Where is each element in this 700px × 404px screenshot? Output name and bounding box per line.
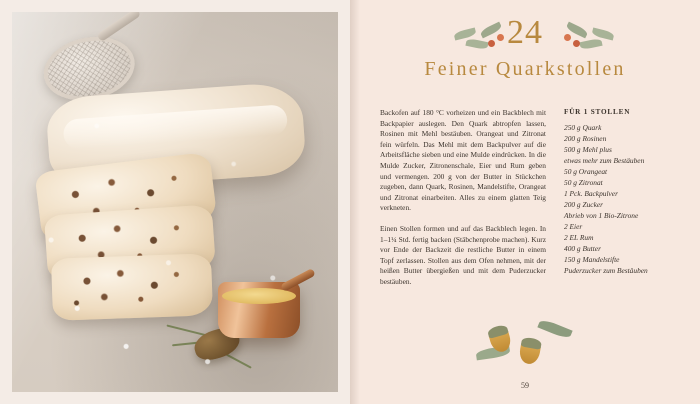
ingredient-item: Puderzucker zum Bestäuben	[564, 266, 648, 275]
method-paragraph: Backofen auf 180 °C vorheizen und ein Backblech mit Backpapier auslegen. Den Quark abtropfen lassen, Rosinen mit Mehl bestäuben. Orangeat und Zitronat fein würfeln. Das Mehl mit dem Backpulver auf die Arbeitsfläche sieben und eine Mulde eindrücken. In die Mulde Zucker, Zitronenschale, Eier und Rum geben und vermengen. 200 g von der Butter in Stückchen zugeben, dann Quark, Rosinen, Mandelstifte, Orangeat und Zitronat einarbeiten. Alles zu einem glatten Teig verkneten.	[380, 108, 546, 213]
ingredient-item: Abrieb von 1 Bio-Zitrone	[564, 211, 639, 220]
chapter-number: 24	[507, 14, 543, 51]
ingredient-item: 150 g Mandelstifte	[564, 255, 620, 264]
ingredient-item: 250 g Quark	[564, 123, 602, 132]
acorn-ornament	[476, 320, 576, 376]
recipe-photo	[12, 12, 338, 392]
method-column	[380, 108, 546, 298]
ingredient-item: 50 g Zitronat	[564, 178, 603, 187]
ingredient-item: 2 EL Rum	[564, 233, 594, 242]
acorn-icon	[518, 336, 542, 365]
ingredient-item: 50 g Orangeat	[564, 167, 608, 176]
ingredient-item: 1 Pck. Backpulver	[564, 189, 618, 198]
ingredients-column	[564, 108, 676, 298]
ingredient-item: 500 g Mehl plus	[564, 145, 612, 154]
acorn-leaf-icon	[537, 318, 572, 340]
ingredient-item: 200 g Rosinen	[564, 134, 607, 143]
ingredient-item: etwas mehr zum Bestäuben	[564, 156, 645, 165]
ingredients-heading: FÜR 1 STOLLEN	[564, 108, 631, 116]
ingredient-item: 400 g Butter	[564, 244, 601, 253]
right-page	[350, 0, 700, 404]
powdered-sugar-dust	[12, 12, 338, 392]
method-paragraph: Einen Stollen formen und auf das Backblech legen. In 1–1¼ Std. fertig backen (Stäbchenprobe machen). Kurz vor Ende der Backzeit die restliche Butter in einem Topf zerlassen. Stollen aus dem Ofen nehmen, mit der heißen Butter übergießen und mit dem Puderzucker bestäuben.	[380, 223, 546, 286]
ingredient-item: 2 Eier	[564, 222, 583, 231]
ingredient-item: 200 g Zucker	[564, 200, 603, 209]
page-number: 59	[521, 381, 529, 390]
recipe-columns	[380, 108, 676, 298]
recipe-title: Feiner Quarkstollen	[424, 58, 626, 80]
